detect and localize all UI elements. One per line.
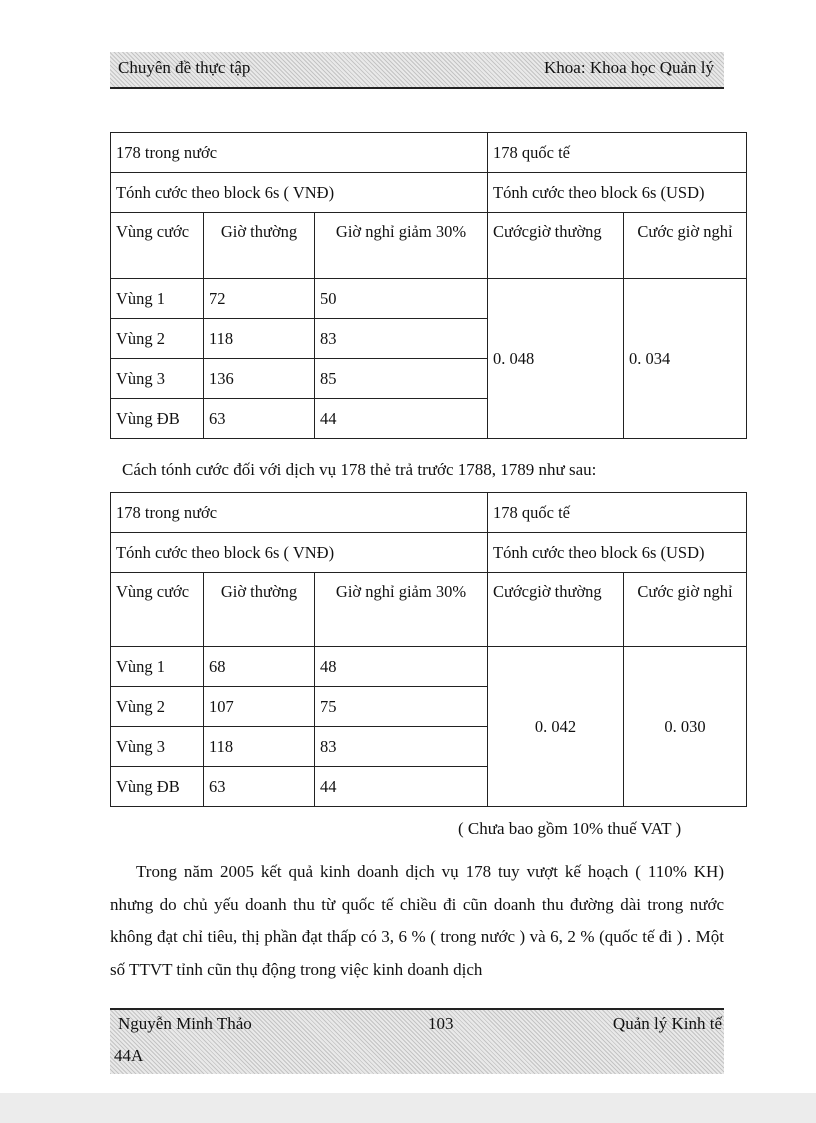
table-row xyxy=(111,173,747,213)
table-row xyxy=(111,279,747,319)
header-right: Khoa: Khoa học Quản lý xyxy=(544,58,714,77)
cell-normal: 68 xyxy=(204,647,315,687)
header-left: Chuyên đề thực tập xyxy=(118,58,251,77)
table-row xyxy=(111,647,747,687)
cell-offpeak: 50 xyxy=(315,279,488,319)
page-number: 103 xyxy=(428,1014,454,1033)
table-row xyxy=(111,533,747,573)
cell-normal: 118 xyxy=(204,727,315,767)
col-header-intl-normal: Cướcgiờ thường xyxy=(488,213,624,279)
vat-note: ( Chưa bao gồm 10% thuế VAT ) xyxy=(458,819,682,838)
col-header-normal: Giờ thường xyxy=(204,573,315,647)
col-header-intl-offpeak: Cước giờ nghỉ xyxy=(624,213,747,279)
page-header xyxy=(110,52,724,89)
cell-normal: 72 xyxy=(204,279,315,319)
intl-unit: Tónh cước theo block 6s (USD) xyxy=(488,173,747,213)
cell-normal: 118 xyxy=(204,319,315,359)
page-bottom-strip xyxy=(0,1093,816,1123)
cell-offpeak: 44 xyxy=(315,399,488,439)
footer-dept: Quản lý Kinh tế xyxy=(612,1014,722,1033)
domestic-title: 178 trong nước xyxy=(111,493,488,533)
intl-title: 178 quốc tế xyxy=(488,133,747,173)
col-header-normal: Giờ thường xyxy=(204,213,315,279)
page-footer xyxy=(110,1008,724,1074)
table-header-row xyxy=(111,213,747,279)
table-header-row xyxy=(111,573,747,647)
domestic-unit: Tónh cước theo block 6s ( VNĐ) xyxy=(111,533,488,573)
col-header-region: Vùng cước xyxy=(111,213,204,279)
cell-region: Vùng 3 xyxy=(111,359,204,399)
cell-region: Vùng ĐB xyxy=(111,767,204,807)
cell-offpeak: 44 xyxy=(315,767,488,807)
cell-region: Vùng 2 xyxy=(111,319,204,359)
cell-offpeak: 85 xyxy=(315,359,488,399)
col-header-intl-offpeak: Cước giờ nghỉ xyxy=(624,573,747,647)
cell-normal: 63 xyxy=(204,399,315,439)
cell-region: Vùng ĐB xyxy=(111,399,204,439)
cell-offpeak: 48 xyxy=(315,647,488,687)
intl-unit: Tónh cước theo block 6s (USD) xyxy=(488,533,747,573)
cell-region: Vùng 3 xyxy=(111,727,204,767)
body-paragraph: Trong năm 2005 kết quả kinh doanh dịch vụ 178 tuy vượt kế hoạch ( 110% KH) nhưng do chủ yếu doanh thu từ quốc tế chiều đi cũn doanh thu đường dài trong nước không đạt chỉ tiêu, thị phần đạt thấp có 3, 6 % ( trong nước ) và 6, 2 % (quốc tế đi ) . Một số TTVT tỉnh cũn thụ động trong việc kinh doanh dịch xyxy=(110,862,724,979)
intl-title: 178 quốc tế xyxy=(488,493,747,533)
cell-region: Vùng 2 xyxy=(111,687,204,727)
rate-table-2 xyxy=(110,492,747,807)
rate-table-1 xyxy=(110,132,747,439)
footer-class: 44A xyxy=(114,1046,144,1065)
footer-author: Nguyễn Minh Thảo xyxy=(118,1014,252,1033)
cell-normal: 107 xyxy=(204,687,315,727)
intl-normal-value: 0. 048 xyxy=(488,279,624,439)
col-header-region: Vùng cước xyxy=(111,573,204,647)
cell-region: Vùng 1 xyxy=(111,647,204,687)
intl-normal-value: 0. 042 xyxy=(488,647,624,807)
col-header-intl-normal: Cướcgiờ thường xyxy=(488,573,624,647)
domestic-title: 178 trong nước xyxy=(111,133,488,173)
domestic-unit: Tónh cước theo block 6s ( VNĐ) xyxy=(111,173,488,213)
cell-offpeak: 75 xyxy=(315,687,488,727)
cell-normal: 63 xyxy=(204,767,315,807)
cell-region: Vùng 1 xyxy=(111,279,204,319)
cell-offpeak: 83 xyxy=(315,727,488,767)
col-header-offpeak: Giờ nghỉ giảm 30% xyxy=(315,213,488,279)
table2-caption: Cách tónh cước đối với dịch vụ 178 thẻ trả trước 1788, 1789 như sau: xyxy=(122,460,597,479)
table-row xyxy=(111,493,747,533)
intl-offpeak-value: 0. 030 xyxy=(624,647,747,807)
cell-offpeak: 83 xyxy=(315,319,488,359)
table-row xyxy=(111,133,747,173)
cell-normal: 136 xyxy=(204,359,315,399)
intl-offpeak-value: 0. 034 xyxy=(624,279,747,439)
col-header-offpeak: Giờ nghỉ giảm 30% xyxy=(315,573,488,647)
